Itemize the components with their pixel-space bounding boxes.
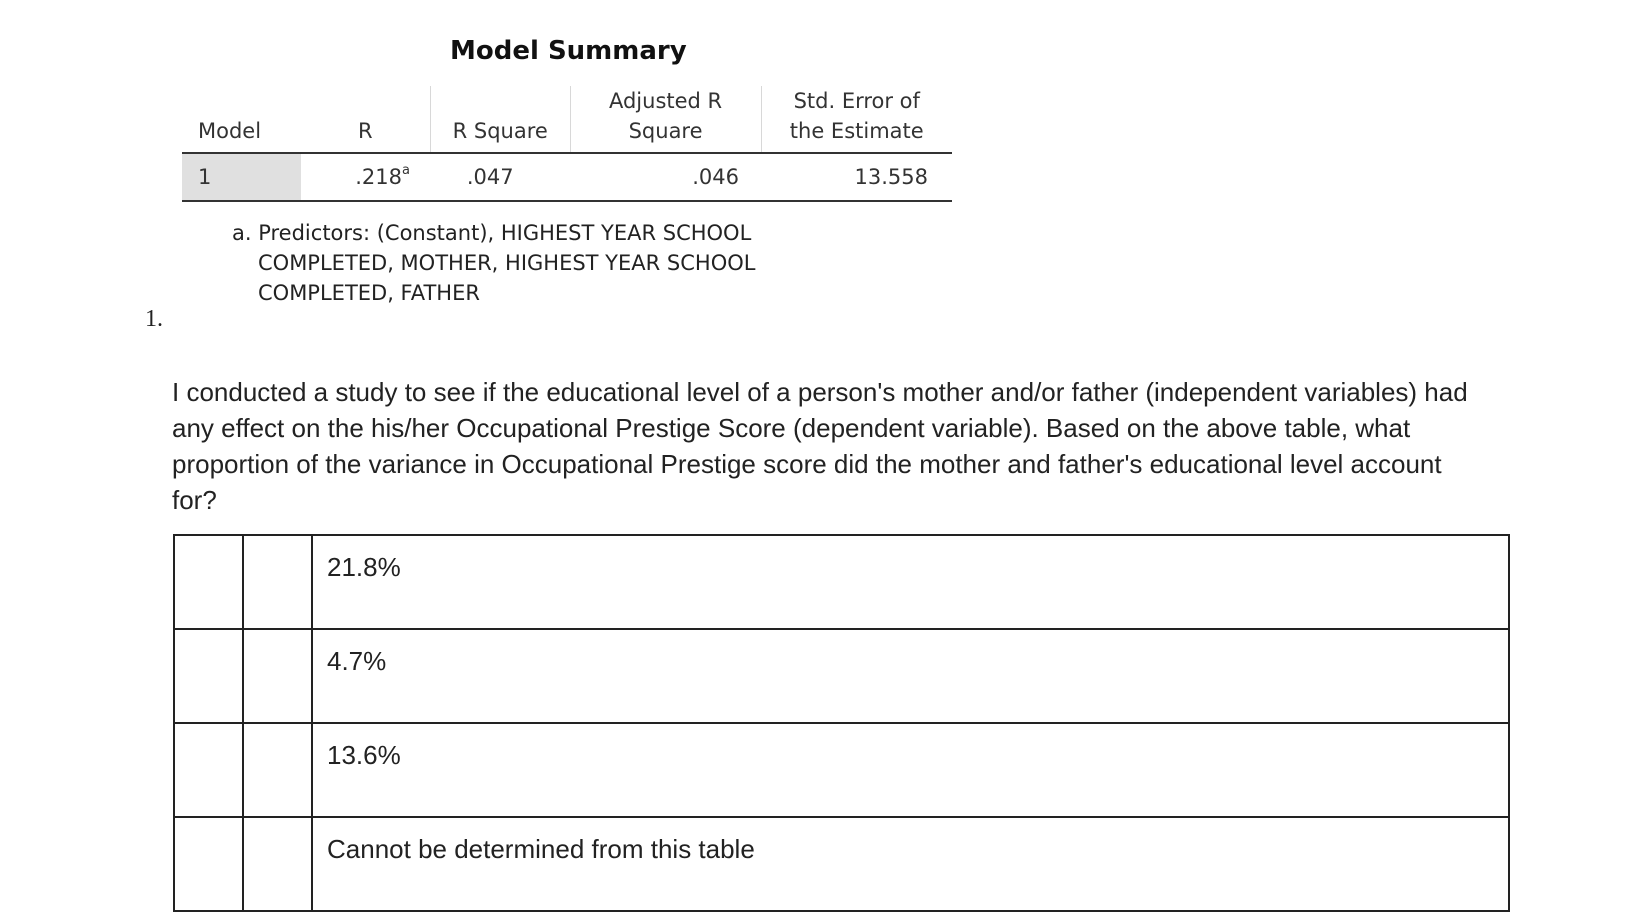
- answer-option-text[interactable]: 21.8%: [312, 535, 1509, 629]
- answer-option-row[interactable]: [174, 817, 1509, 911]
- option-marker-cell[interactable]: [174, 723, 243, 817]
- answer-option-text[interactable]: Cannot be determined from this table: [312, 817, 1509, 911]
- header-adjusted-r-square-line2: Square: [628, 119, 703, 143]
- question-number: 1.: [145, 306, 163, 332]
- answer-option-row[interactable]: [174, 723, 1509, 817]
- header-std-error-line1: Std. Error of: [793, 89, 920, 113]
- answer-option-text[interactable]: 13.6%: [312, 723, 1509, 817]
- header-r: R: [301, 86, 430, 153]
- answer-option-text[interactable]: 4.7%: [312, 629, 1509, 723]
- header-std-error-line2: the Estimate: [789, 119, 924, 143]
- option-marker-cell[interactable]: [243, 817, 312, 911]
- option-marker-cell[interactable]: [174, 535, 243, 629]
- option-marker-cell[interactable]: [174, 629, 243, 723]
- header-std-error: [761, 86, 952, 153]
- cell-r-value: .218: [355, 165, 402, 189]
- cell-std-error: 13.558: [761, 153, 952, 201]
- option-marker-cell[interactable]: [243, 723, 312, 817]
- header-r-square: R Square: [430, 86, 570, 153]
- answer-option-row[interactable]: [174, 629, 1509, 723]
- cell-adjusted-r-square: .046: [570, 153, 761, 201]
- option-marker-cell[interactable]: [243, 629, 312, 723]
- header-model: Model: [182, 86, 301, 153]
- cell-r-footnote-marker: a: [402, 163, 410, 178]
- answer-options-table: [173, 534, 1510, 912]
- model-summary-table: [182, 86, 952, 202]
- answer-option-row[interactable]: [174, 535, 1509, 629]
- option-marker-cell[interactable]: [174, 817, 243, 911]
- model-summary-title: Model Summary: [450, 36, 687, 66]
- predictors-footnote: a. Predictors: (Constant), HIGHEST YEAR SCHOOL COMPLETED, MOTHER, HIGHEST YEAR SCHOOL COMPLETED, FATHER: [232, 221, 756, 305]
- cell-r: [301, 153, 430, 201]
- model-summary-header-row: [182, 86, 952, 153]
- header-adjusted-r-square-line1: Adjusted R: [608, 89, 723, 113]
- question-text: I conducted a study to see if the educational level of a person's mother and/or father (independent variables) had any effect on the his/her Occupational Prestige Score (dependent variable). Based on the above table, what proportion of the variance in Occupational Prestige score did the mother and father's educational level account for?: [172, 377, 1468, 515]
- header-adjusted-r-square: [570, 86, 761, 153]
- cell-model: 1: [182, 153, 301, 201]
- option-marker-cell[interactable]: [243, 535, 312, 629]
- model-summary-row: [182, 153, 952, 201]
- cell-r-square: .047: [430, 153, 570, 201]
